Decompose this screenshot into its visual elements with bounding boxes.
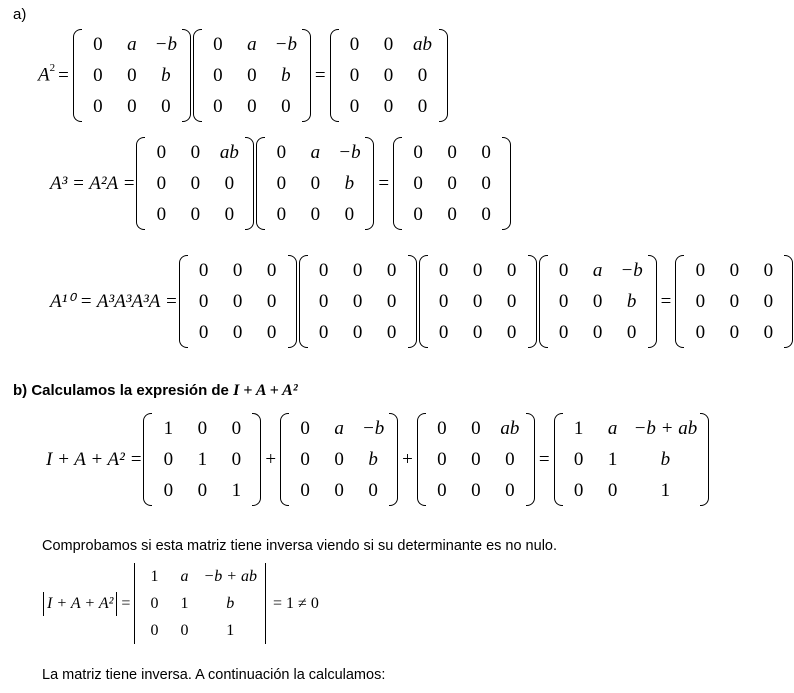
matrix-cell: 0 <box>438 322 449 343</box>
matrix-cell: 0 <box>224 204 235 225</box>
matrix-cell: 0 <box>310 173 321 194</box>
matrix-row <box>151 413 253 444</box>
matrix-row <box>683 286 785 317</box>
matrix <box>142 413 262 506</box>
matrix-cell: b <box>226 595 235 612</box>
matrix-table <box>151 413 253 506</box>
matrix <box>279 413 399 506</box>
matrix-cell: 0 <box>318 260 329 281</box>
matrix-table <box>139 563 261 644</box>
matrix-row <box>683 317 785 348</box>
matrix-cell: 0 <box>471 418 481 439</box>
matrix <box>135 137 255 230</box>
determinant-equation: I + A + A² = 1 a −b + ab 0 1 b 0 0 1 = 1 ≠ 0 <box>42 563 322 644</box>
matrix-row <box>201 60 303 91</box>
matrix-cell: 0 <box>447 142 457 163</box>
matrix-cell: b <box>660 449 671 470</box>
matrix-cell: 0 <box>349 34 360 55</box>
matrix-table <box>81 29 183 122</box>
matrix-row <box>144 137 246 168</box>
matrix-table <box>201 29 303 122</box>
matrix-cell: b <box>626 291 637 312</box>
matrix-cell: 0 <box>190 204 201 225</box>
matrix-row <box>264 168 366 199</box>
matrix-cell: 0 <box>506 322 517 343</box>
matrix-cell: 0 <box>231 418 242 439</box>
matrix-cell: 0 <box>447 173 457 194</box>
matrix-table <box>187 255 289 348</box>
matrix-cell: 0 <box>300 480 310 501</box>
matrix-cell: 0 <box>276 142 287 163</box>
matrix-cell: 0 <box>349 96 360 117</box>
matrix-table <box>338 29 440 122</box>
matrix-cell: 0 <box>472 291 483 312</box>
matrix-cell: 0 <box>300 449 310 470</box>
matrix <box>178 255 298 348</box>
matrix-cell: 0 <box>481 204 491 225</box>
part-a-label: a) <box>13 6 27 23</box>
matrix-table <box>288 413 390 506</box>
matrix-cell: 0 <box>266 322 277 343</box>
eq3-lhs: A¹⁰ = A³A³A³A = <box>50 291 178 312</box>
matrix-table <box>547 255 649 348</box>
matrix-cell: 0 <box>506 260 517 281</box>
matrix-cell: 0 <box>231 449 242 470</box>
matrix-row <box>562 444 702 475</box>
matrix-row <box>427 286 529 317</box>
matrix-cell: 0 <box>472 322 483 343</box>
matrix-cell: 0 <box>276 204 287 225</box>
matrix-row <box>401 199 503 230</box>
matrix-cell: 0 <box>437 418 447 439</box>
matrix-cell: 0 <box>190 173 201 194</box>
matrix-cell: 0 <box>383 65 394 86</box>
matrix-cell: 0 <box>592 322 603 343</box>
matrix-row <box>288 444 390 475</box>
matrix-cell: 0 <box>281 96 291 117</box>
matrix <box>674 255 794 348</box>
matrix-row <box>187 255 289 286</box>
matrix-cell: 0 <box>695 291 706 312</box>
matrix-cell: 0 <box>695 322 706 343</box>
matrix-cell: 0 <box>471 449 481 470</box>
matrix-cell: 0 <box>247 65 257 86</box>
matrix-row <box>201 91 303 122</box>
matrix-cell: 0 <box>413 173 423 194</box>
matrix-row <box>338 91 440 122</box>
matrix-cell: 0 <box>607 480 618 501</box>
paragraph-check-inverse: Comprobamos si esta matriz tiene inversa viendo si su determinante es no nulo. <box>42 538 558 554</box>
matrix <box>418 255 538 348</box>
matrix-cell: 0 <box>349 65 360 86</box>
matrix-cell: 0 <box>266 291 277 312</box>
matrix-cell: 0 <box>190 142 201 163</box>
matrix-cell: 0 <box>300 418 310 439</box>
matrix-row <box>81 91 183 122</box>
matrix-cell: ab <box>500 418 520 439</box>
matrix-cell: 0 <box>156 173 167 194</box>
matrix-cell: 1 <box>226 622 235 639</box>
matrix-table <box>562 413 702 506</box>
matrix-cell: 0 <box>224 173 235 194</box>
matrix-cell: 0 <box>150 595 159 612</box>
matrix <box>298 255 418 348</box>
matrix-row <box>547 286 649 317</box>
matrix-cell: 0 <box>163 449 174 470</box>
matrix-cell: 0 <box>383 34 394 55</box>
matrix-cell: 0 <box>334 480 344 501</box>
matrix <box>255 137 375 230</box>
matrix-table <box>264 137 366 230</box>
matrix-cell: 0 <box>161 96 171 117</box>
matrix-cell: 1 <box>197 449 208 470</box>
matrix-cell: 0 <box>352 260 363 281</box>
matrix-cell: 0 <box>558 260 569 281</box>
matrix-cell: 0 <box>213 65 223 86</box>
matrix-cell: a <box>607 418 618 439</box>
matrix-cell: b <box>368 449 378 470</box>
matrix-cell: 0 <box>481 173 491 194</box>
matrix-row <box>144 199 246 230</box>
matrix <box>192 29 312 122</box>
matrix-cell: 1 <box>660 480 671 501</box>
matrix-cell: 0 <box>505 449 515 470</box>
matrix-cell: 0 <box>213 34 223 55</box>
matrix <box>329 29 449 122</box>
matrix-cell: 0 <box>626 322 637 343</box>
det-lhs: I + A + A² <box>42 592 118 616</box>
matrix-cell: 0 <box>197 418 208 439</box>
matrix-cell: 0 <box>93 34 103 55</box>
matrix-cell: 0 <box>127 96 137 117</box>
matrix-cell: b <box>161 65 171 86</box>
matrix-cell: 0 <box>763 291 774 312</box>
eqb-lhs: I + A + A² = <box>46 448 143 470</box>
matrix-row <box>288 475 390 506</box>
matrix-row <box>187 286 289 317</box>
matrix-cell: 0 <box>198 322 209 343</box>
matrix-cell: 0 <box>266 260 277 281</box>
equation-i-plus-a-plus-a2: I + A + A² = 1 0 0 0 1 0 0 0 1 + 0 a −b 0 0 b 0 0 0 + 0 0 ab 0 0 0 0 0 0 = 1 a −b + ab 0 1 b 0 0 1 <box>46 413 710 506</box>
matrix-cell: 0 <box>247 96 257 117</box>
matrix-row <box>264 199 366 230</box>
matrix-cell: −b <box>338 142 361 163</box>
matrix-row <box>427 317 529 348</box>
matrix-cell: 0 <box>413 204 423 225</box>
matrix-row <box>547 317 649 348</box>
matrix-cell: 0 <box>592 291 603 312</box>
matrix-cell: 0 <box>573 480 584 501</box>
matrix-cell: −b <box>361 418 385 439</box>
matrix-cell: 0 <box>180 622 189 639</box>
matrix-row <box>683 255 785 286</box>
equation-a-tenth: A¹⁰ = A³A³A³A = 0 0 0 0 0 0 0 0 0 0 0 0 0 0 0 0 0 0 0 0 0 0 0 0 0 0 0 0 a −b 0 0 b 0 0 0 = 0 0 0 0 0 0 0 0 0 <box>50 255 794 348</box>
matrix-row <box>338 60 440 91</box>
matrix-cell: 0 <box>276 173 287 194</box>
matrix-row <box>425 444 527 475</box>
matrix-cell: b <box>281 65 291 86</box>
matrix-row <box>139 590 261 617</box>
matrix-cell: 0 <box>232 322 243 343</box>
matrix-cell: 0 <box>447 204 457 225</box>
eq1-lhs: $A^2$ <box>38 62 56 86</box>
matrix-cell: 0 <box>417 65 428 86</box>
matrix-cell: 0 <box>437 449 447 470</box>
matrix-cell: 1 <box>607 449 618 470</box>
matrix-row <box>139 617 261 644</box>
matrix-row <box>288 413 390 444</box>
matrix-cell: 1 <box>163 418 174 439</box>
matrix-cell: 0 <box>729 260 740 281</box>
matrix <box>538 255 658 348</box>
matrix-cell: 0 <box>352 291 363 312</box>
matrix-cell: 0 <box>352 322 363 343</box>
matrix-row <box>425 475 527 506</box>
matrix-cell: 0 <box>437 480 447 501</box>
matrix <box>72 29 192 122</box>
matrix-row <box>81 29 183 60</box>
eq2-lhs: A³ = A²A = <box>50 172 136 194</box>
matrix-row <box>562 413 702 444</box>
matrix-cell: −b + ab <box>203 568 258 585</box>
matrix-row <box>562 475 702 506</box>
matrix-cell: −b <box>274 34 297 55</box>
paragraph-inverse-exists: La matriz tiene inversa. A continuación la calculamos: <box>42 667 386 683</box>
matrix-cell: b <box>344 173 355 194</box>
matrix-cell: 0 <box>695 260 706 281</box>
matrix-row <box>139 563 261 590</box>
matrix-cell: 0 <box>763 260 774 281</box>
matrix-cell: 0 <box>763 322 774 343</box>
matrix-row <box>264 137 366 168</box>
matrix-cell: 0 <box>505 480 515 501</box>
part-b-label: b) Calculamos la expresión de I + A + A² <box>13 382 298 399</box>
matrix-cell: 0 <box>93 96 103 117</box>
det-result: = 1 ≠ 0 <box>273 594 319 612</box>
matrix-cell: 0 <box>334 449 344 470</box>
matrix-table <box>425 413 527 506</box>
matrix-cell: ab <box>219 142 239 163</box>
matrix-cell: 0 <box>386 291 397 312</box>
matrix <box>553 413 711 506</box>
matrix-row <box>338 29 440 60</box>
matrix-table <box>683 255 785 348</box>
matrix-cell: 0 <box>163 480 174 501</box>
matrix-cell: a <box>127 34 137 55</box>
matrix-cell: a <box>247 34 257 55</box>
matrix-row <box>151 444 253 475</box>
matrix-row <box>401 168 503 199</box>
matrix-cell: 0 <box>438 260 449 281</box>
matrix-cell: 0 <box>318 322 329 343</box>
matrix-cell: 0 <box>386 260 397 281</box>
matrix-cell: 0 <box>438 291 449 312</box>
matrix-cell: 0 <box>156 204 167 225</box>
matrix-row <box>307 317 409 348</box>
matrix-cell: 0 <box>127 65 137 86</box>
matrix-cell: 0 <box>506 291 517 312</box>
matrix-cell: 0 <box>310 204 321 225</box>
matrix-cell: 1 <box>573 418 584 439</box>
matrix-cell: −b <box>154 34 177 55</box>
matrix-table <box>307 255 409 348</box>
matrix-cell: a <box>180 568 189 585</box>
matrix-row <box>401 137 503 168</box>
matrix-row <box>307 286 409 317</box>
matrix-cell: 0 <box>729 322 740 343</box>
matrix-cell: 0 <box>413 142 423 163</box>
matrix-cell: ab <box>413 34 433 55</box>
equation-a-cubed: A³ = A²A = 0 0 ab 0 0 0 0 0 0 0 a −b 0 0 b 0 0 0 = 0 0 0 0 0 0 0 0 0 <box>50 137 512 230</box>
matrix-cell: 0 <box>232 291 243 312</box>
determinant-matrix <box>133 563 267 644</box>
matrix-cell: 0 <box>197 480 208 501</box>
matrix-cell: 0 <box>318 291 329 312</box>
matrix-cell: 0 <box>481 142 491 163</box>
matrix-cell: 0 <box>558 291 569 312</box>
matrix-cell: 1 <box>180 595 189 612</box>
matrix-cell: 0 <box>417 96 428 117</box>
matrix-table <box>401 137 503 230</box>
matrix-row <box>151 475 253 506</box>
matrix-cell: 1 <box>150 568 159 585</box>
matrix-cell: 1 <box>231 480 242 501</box>
matrix-cell: 0 <box>232 260 243 281</box>
matrix-cell: a <box>592 260 603 281</box>
equation-a-squared: $A^2$ = 0 a −b 0 0 b 0 0 0 0 a −b 0 0 b 0 0 0 = 0 0 ab 0 0 0 0 0 0 <box>38 29 449 122</box>
matrix-cell: 0 <box>344 204 355 225</box>
matrix-cell: 0 <box>573 449 584 470</box>
matrix-cell: −b + ab <box>633 418 698 439</box>
matrix-cell: 0 <box>156 142 167 163</box>
matrix-row <box>547 255 649 286</box>
matrix <box>416 413 536 506</box>
matrix-cell: 0 <box>213 96 223 117</box>
matrix-cell: 0 <box>368 480 378 501</box>
matrix <box>392 137 512 230</box>
matrix-cell: 0 <box>729 291 740 312</box>
matrix-cell: 0 <box>150 622 159 639</box>
matrix-table <box>427 255 529 348</box>
matrix-cell: −b <box>620 260 643 281</box>
matrix-cell: a <box>334 418 344 439</box>
matrix-row <box>307 255 409 286</box>
matrix-row <box>425 413 527 444</box>
matrix-cell: 0 <box>471 480 481 501</box>
matrix-cell: 0 <box>198 260 209 281</box>
matrix-cell: 0 <box>558 322 569 343</box>
matrix-row <box>201 29 303 60</box>
matrix-cell: 0 <box>472 260 483 281</box>
matrix-table <box>144 137 246 230</box>
matrix-row <box>427 255 529 286</box>
matrix-cell: 0 <box>383 96 394 117</box>
matrix-cell: 0 <box>198 291 209 312</box>
matrix-row <box>187 317 289 348</box>
matrix-cell: a <box>310 142 321 163</box>
matrix-row <box>81 60 183 91</box>
matrix-cell: 0 <box>93 65 103 86</box>
matrix-row <box>144 168 246 199</box>
matrix-cell: 0 <box>386 322 397 343</box>
